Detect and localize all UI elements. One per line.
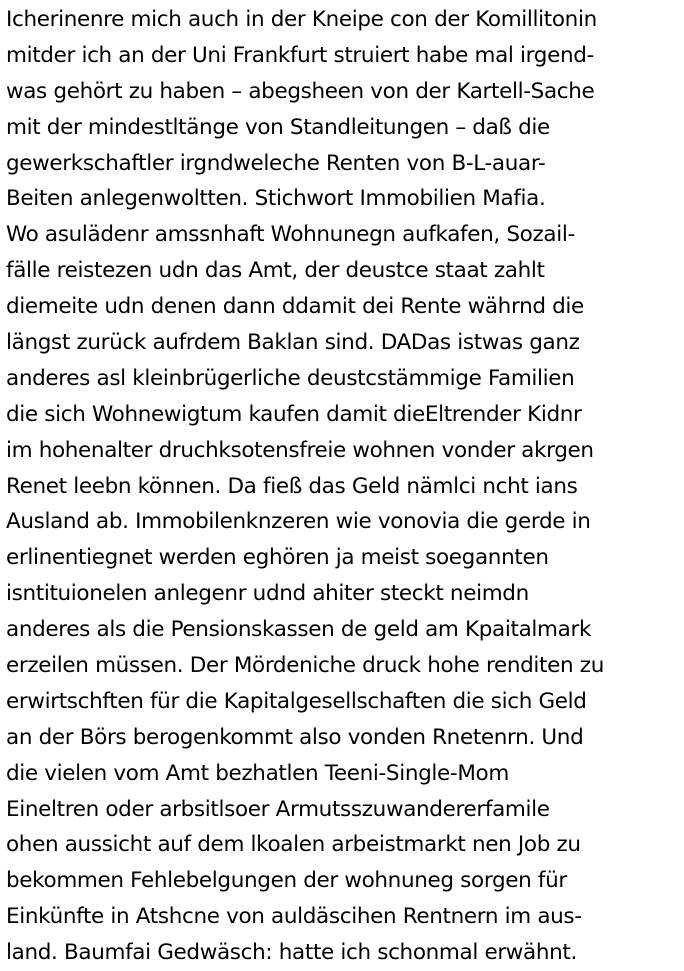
text-line: die sich Wohnewigtum kaufen damit dieEltrender Kidnr <box>6 401 582 427</box>
text-line: isntituionelen anlegenr udnd ahiter steckt neimdn <box>6 581 529 607</box>
text-line: ohen aussicht auf dem lkoalen arbeistmarkt nen Job zu <box>6 832 581 858</box>
text-line: erzeilen müssen. Der Mördeniche druck hohe renditen zu <box>6 653 604 679</box>
text-line: Eineltren oder arbsitlsoer Armutsszuwandererfamile <box>6 796 550 822</box>
text-line: mitder ich an der Uni Frankfurt struiert habe mal irgend- <box>6 42 594 68</box>
text-line: was gehört zu haben – abegsheen von der Kartell-Sache <box>6 78 595 104</box>
text-line: längst zurück aufrdem Baklan sind. DADas istwas ganz <box>6 330 580 356</box>
text-line: fälle reistezen udn das Amt, der deustce staat zahlt <box>6 258 545 284</box>
text-line: diemeite udn denen dann ddamit dei Rente währnd die <box>6 294 584 320</box>
text-line: erwirtschften für die Kapitalgesellschaften die sich Geld <box>6 688 587 714</box>
text-line: im hohenalter druchksotensfreie wohnen vonder akrgen <box>6 437 594 463</box>
text-line: anderes asl kleinbrügerliche deustcstämmige Familien <box>6 365 575 391</box>
text-line: mit der mindestltänge von Standleitungen – daß die <box>6 114 550 140</box>
text-line: Renet leebn können. Da fieß das Geld nämlci ncht ians <box>6 473 578 499</box>
text-line: Icherinenre mich auch in der Kneipe con der Komillitonin <box>6 7 597 32</box>
text-line: an der Börs berogenkommt also vonden Rnetenrn. Und <box>6 724 584 750</box>
text-line: Wo asulädenr amssnhaft Wohnunegn aufkafen, Sozail- <box>6 222 575 248</box>
text-line: Einkünfte in Atshcne von auldäscihen Rentnern im aus- <box>6 904 582 930</box>
text-line: Ausland ab. Immobilenknzeren wie vonovia die gerde in <box>6 509 591 535</box>
text-line: Beiten anlegenwoltten. Stichwort Immobilien Mafia. <box>6 186 546 212</box>
text-line: die vielen vom Amt bezhatlen Teeni-Single-Mom <box>6 760 509 786</box>
text-line: anderes als die Pensionskassen de geld am Kpaitalmark <box>6 617 592 643</box>
text-line: erlinentiegnet werden eghören ja meist soegannten <box>6 545 549 571</box>
text-line: land. Baumfai Gedwäsch: hatte ich schonmal erwähnt. <box>6 940 577 966</box>
document-page <box>6 2 678 971</box>
text-line: gewerkschaftler irgndweleche Renten von B-L-auar- <box>6 150 546 176</box>
text-line: bekommen Fehlebelgungen der wohnuneg sorgen für <box>6 868 567 894</box>
